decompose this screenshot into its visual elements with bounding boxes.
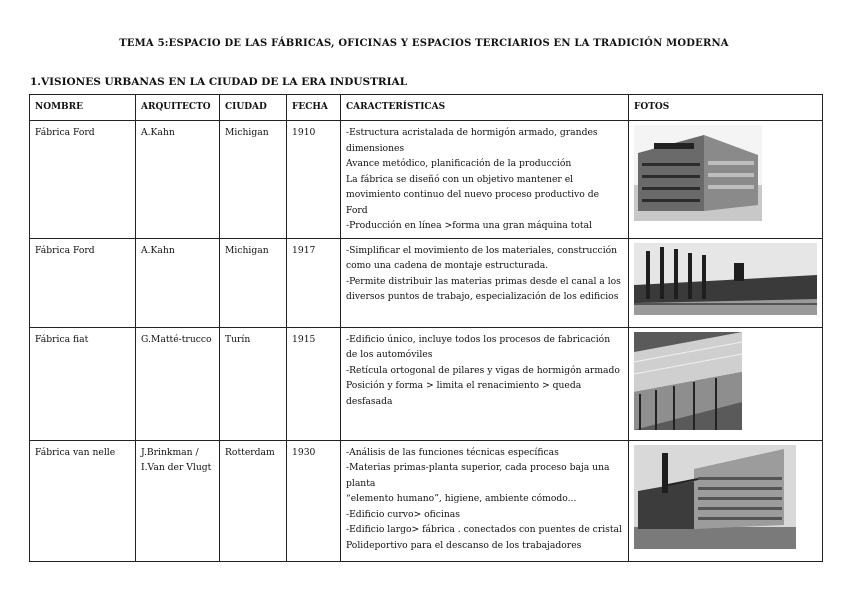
arquitecto-line: A.Kahn [141,244,175,256]
cell-foto [629,440,823,561]
caracteristica-line: Avance metódico, planificación de la producción [346,158,572,169]
cell-foto [629,238,823,327]
arquitecto-line: I.Van der Vlugt [141,462,212,473]
table-header-row [30,95,823,121]
cell-ciudad: Michigan [220,121,287,239]
cell-caracteristicas [341,121,629,239]
header-ciudad: CIUDAD [220,95,287,121]
factories-table [29,94,823,562]
caracteristica-line: -Edificio único, incluye todos los procesos de fabricación de los automóviles [346,333,611,360]
fiat-photo [634,332,817,430]
cell-fecha: 1917 [287,238,341,327]
arquitecto-line: G.Matté-trucco [141,333,212,345]
cell-arquitecto [136,238,220,327]
table-row [30,327,823,440]
arquitecto-line: J.Brinkman / [141,446,199,458]
caracteristica-line: -Edificio curvo> oficinas [346,508,460,520]
cell-fecha: 1915 [287,327,341,440]
caracteristica-line: -Retícula ortogonal de pilares y vigas de hormigón armado [346,364,620,376]
header-nombre: NOMBRE [30,95,136,121]
table-row [30,121,823,239]
ford-1910-photo [634,125,817,221]
cell-nombre: Fábrica Ford [30,238,136,327]
cell-arquitecto [136,327,220,440]
header-fecha: FECHA [287,95,341,121]
caracteristica-line: -Análisis de las funciones técnicas específicas [346,446,559,458]
caracteristica-line: Polideportivo para el descanso de los trabajadores [346,539,582,551]
cell-foto [629,327,823,440]
cell-caracteristicas [341,327,629,440]
cell-arquitecto [136,440,220,561]
section-heading: 1.VISIONES URBANAS EN LA CIUDAD DE LA ERA INDUSTRIAL [30,76,408,88]
caracteristica-line: “elemento humano”, higiene, ambiente cómodo... [346,493,577,504]
cell-foto [629,121,823,239]
header-fotos: FOTOS [629,95,823,121]
table-row [30,238,823,327]
cell-caracteristicas [341,238,629,327]
arquitecto-line: A.Kahn [141,127,175,138]
header-arquitecto: ARQUITECTO [136,95,220,121]
cell-fecha: 1930 [287,440,341,561]
cell-ciudad: Michigan [220,238,287,327]
cell-nombre: Fábrica van nelle [30,440,136,561]
cell-arquitecto [136,121,220,239]
caracteristica-line: -Permite distribuir las materias primas desde el canal a los diversos puntos de trabajo, especialización de los edificios [346,275,621,302]
caracteristica-line: -Simplificar el movimiento de los materiales, construcción como una cadena de montaje estructurada. [346,244,618,271]
cell-nombre: Fábrica fiat [30,327,136,440]
caracteristica-line: Posición y forma > limita el renacimiento > queda desfasada [346,380,582,407]
caracteristica-line: -Estructura acristalada de hormigón armado, grandes dimensiones [346,127,598,154]
cell-ciudad: Rotterdam [220,440,287,561]
table-row [30,440,823,561]
caracteristica-line: -Materias primas-planta superior, cada proceso baja una planta [346,462,610,489]
cell-caracteristicas [341,440,629,561]
document-title: TEMA 5:ESPACIO DE LAS FÁBRICAS, OFICINAS Y ESPACIOS TERCIARIOS EN LA TRADICIÓN MODERNA [119,38,729,49]
cell-ciudad: Turín [220,327,287,440]
cell-fecha: 1910 [287,121,341,239]
caracteristica-line: -Producción en línea >forma una gran máquina total [346,220,593,231]
cell-nombre: Fábrica Ford [30,121,136,239]
caracteristica-line: -Edificio largo> fábrica . conectados con puentes de cristal [346,524,622,535]
header-caracteristicas: CARACTERÍSTICAS [341,95,629,121]
van-nelle-photo [634,445,817,549]
caracteristica-line: La fábrica se diseñó con un objetivo mantener el movimiento continuo del nuevo proceso productivo de Ford [346,173,600,216]
ford-1917-photo [634,243,817,315]
